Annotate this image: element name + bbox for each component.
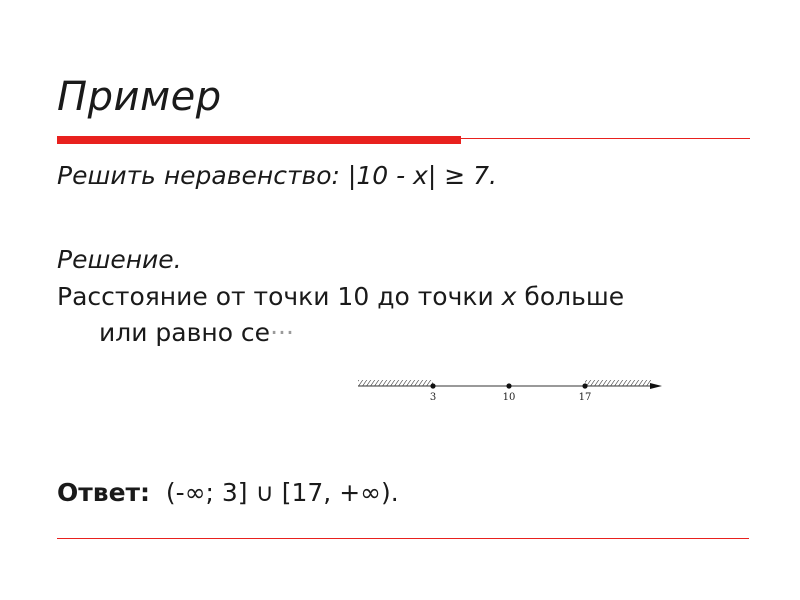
tick-label-3: 3 <box>429 392 437 403</box>
bottom-divider <box>57 538 749 539</box>
axis-arrow-icon <box>650 383 662 389</box>
answer-value: (-∞; 3] ∪ [17, +∞). <box>165 478 399 507</box>
point-10 <box>506 383 511 388</box>
solution-heading: Решение. <box>57 245 182 274</box>
slide-title: Пример <box>57 74 222 120</box>
distance-prefix: Расстояние от точки 10 до точки <box>57 282 502 311</box>
title-underline-thick <box>57 136 461 144</box>
distance-statement-line-2 <box>99 318 294 347</box>
point-17 <box>582 383 587 388</box>
tick-label-17: 17 <box>578 392 592 403</box>
shaded-ray-right <box>585 380 651 386</box>
shaded-ray-left <box>358 380 433 386</box>
point-3 <box>430 383 435 388</box>
tick-label-10: 10 <box>502 392 516 403</box>
number-line <box>352 372 672 412</box>
title-underline-thin <box>461 138 750 139</box>
variable-x: x <box>501 282 517 311</box>
distance-statement-line-1 <box>57 282 624 311</box>
distance-line-2-tail: ··· <box>270 318 294 347</box>
answer-line <box>57 478 399 507</box>
answer-label: Ответ: <box>57 478 151 507</box>
distance-line-2-text: или равно се <box>99 318 271 347</box>
task-statement: Решить неравенство: |10 - x| ≥ 7. <box>57 161 497 190</box>
distance-suffix: больше <box>516 282 625 311</box>
